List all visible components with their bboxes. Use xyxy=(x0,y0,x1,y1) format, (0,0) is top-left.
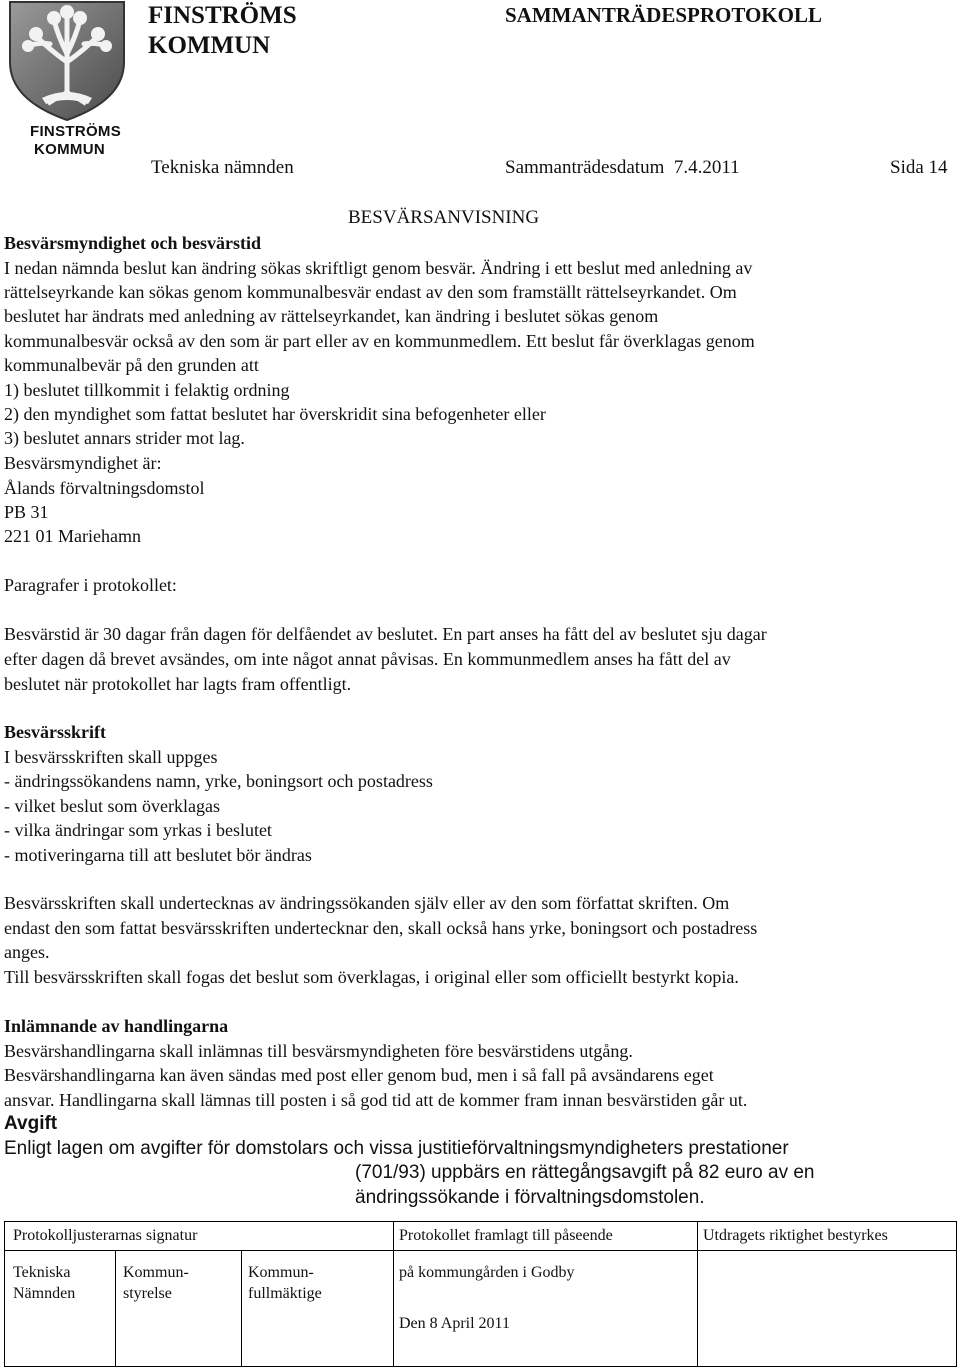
text-line: 2) den myndighet som fattat beslutet har överskridit sina befogenheter eller xyxy=(4,404,546,424)
section-title-submission: Inlämnande av handlingarna xyxy=(4,1016,229,1036)
signer-municipal-board-line2: styrelse xyxy=(123,1285,172,1302)
text-line: rättelseyrkande kan sökas genom kommunalbesvär endast av den som framställt rättelseyrkandet. Om xyxy=(4,282,737,302)
text-line: ansvar. Handlingarna skall lämnas till posten i så god tid att de kommer fram innan besvärstiden går ut. xyxy=(4,1090,748,1110)
table-divider xyxy=(697,1222,698,1366)
text-line: PB 31 xyxy=(4,502,49,522)
municipality-logo xyxy=(6,0,128,160)
text-line: kommunalbevär på den grunden att xyxy=(4,355,259,375)
table-divider xyxy=(115,1250,116,1366)
logo-text-line2: KOMMUN xyxy=(34,141,105,158)
text-line: 3) beslutet annars strider mot lag. xyxy=(4,428,245,448)
logo-text-line1: FINSTRÖMS xyxy=(30,123,122,140)
text-line: Besvärstid är 30 dagar från dagen för delfåendet av beslutet. En part anses ha fått del av beslutet sju dagar xyxy=(4,624,767,644)
meeting-date: Sammanträdesdatum 7.4.2011 xyxy=(505,157,740,178)
posted-place: på kommungården i Godby xyxy=(399,1264,575,1281)
column-header-posted: Protokollet framlagt till påseende xyxy=(399,1227,613,1244)
page-title: BESVÄRSANVISNING xyxy=(348,207,540,228)
signer-municipal-board-line1: Kommun- xyxy=(123,1264,189,1281)
section-title-appeal-document: Besvärsskrift xyxy=(4,722,106,742)
signer-technical-board-line2: Nämnden xyxy=(13,1285,76,1302)
section-title-fee: Avgift xyxy=(4,1113,58,1134)
document-type: SAMMANTRÄDESPROTOKOLL xyxy=(505,3,822,27)
text-line: Besvärshandlingarna skall inlämnas till besvärsmyndigheten före besvärstidens utgång. xyxy=(4,1041,633,1061)
list-item: - vilka ändringar som yrkas i beslutet xyxy=(4,820,272,840)
signer-council-line2: fullmäktige xyxy=(248,1285,322,1302)
list-item: - ändringssökandens namn, yrke, boningsort och postadress xyxy=(4,771,433,791)
section-title-appeal-authority: Besvärsmyndighet och besvärstid xyxy=(4,233,262,253)
text-line: (701/93) uppbärs en rättegångsavgift på 82 euro av en xyxy=(355,1162,815,1183)
signer-council-line1: Kommun- xyxy=(248,1264,314,1281)
column-header-signature: Protokolljusterarnas signatur xyxy=(13,1227,198,1244)
table-divider xyxy=(5,1250,956,1251)
text-line: anges. xyxy=(4,942,50,962)
text-line: Ålands förvaltningsdomstol xyxy=(4,478,205,498)
column-header-certified: Utdragets riktighet bestyrkes xyxy=(703,1227,888,1244)
text-line: beslutet har ändrats med anledning av rättelseyrkandet, kan ändring i beslutet sökas genom xyxy=(4,306,659,326)
table-divider xyxy=(393,1222,394,1366)
text-line: efter dagen då brevet avsändes, om inte något annat påvisas. En kommunmedlem anses ha fått del av xyxy=(4,649,731,669)
committee-name: Tekniska nämnden xyxy=(151,157,294,178)
text-line: Besvärshandlingarna kan även sändas med post eller genom bud, men i så fall på avsändarens eget xyxy=(4,1065,714,1085)
text-line: I besvärsskriften skall uppges xyxy=(4,747,218,767)
org-name-line2: KOMMUN xyxy=(148,32,271,59)
list-item: - vilket beslut som överklagas xyxy=(4,796,220,816)
text-line: beslutet när protokollet har lagts fram offentligt. xyxy=(4,674,352,694)
text-line: Till besvärsskriften skall fogas det beslut som överklagas, i original eller som officiellt bestyrkt kopia. xyxy=(4,967,739,987)
table-divider xyxy=(241,1250,242,1366)
tree-coat-of-arms-icon xyxy=(6,0,128,122)
text-line: Enligt lagen om avgifter för domstolars och vissa justitieförvaltningsmyndigheters prestationer xyxy=(4,1138,789,1159)
page-number: Sida 14 xyxy=(890,157,948,178)
text-line: I nedan nämnda beslut kan ändring sökas skriftligt genom besvär. Ändring i ett beslut med anledning av xyxy=(4,258,753,278)
text-line: endast den som fattat besvärsskriften undertecknar den, skall också hans yrke, boningsort och postadress xyxy=(4,918,758,938)
list-item: - motiveringarna till att beslutet bör ändras xyxy=(4,845,312,865)
signer-technical-board-line1: Tekniska xyxy=(13,1264,71,1281)
text-line: Besvärsskriften skall undertecknas av ändringssökanden själv eller av den som författat skriften. Om xyxy=(4,893,730,913)
text-line: 221 01 Mariehamn xyxy=(4,526,141,546)
text-line: ändringssökande i förvaltningsdomstolen. xyxy=(355,1187,705,1208)
text-line: 1) beslutet tillkommit i felaktig ordning xyxy=(4,380,290,400)
paragraphs-label: Paragrafer i protokollet: xyxy=(4,575,177,595)
org-name-line1: FINSTRÖMS xyxy=(148,2,297,29)
text-line: Besvärsmyndighet är: xyxy=(4,453,162,473)
text-line: kommunalbesvär också av den som är part eller av en kommunmedlem. Ett beslut får överklagas genom xyxy=(4,331,755,351)
signature-table xyxy=(4,1221,957,1367)
posted-date: Den 8 April 2011 xyxy=(399,1315,510,1332)
